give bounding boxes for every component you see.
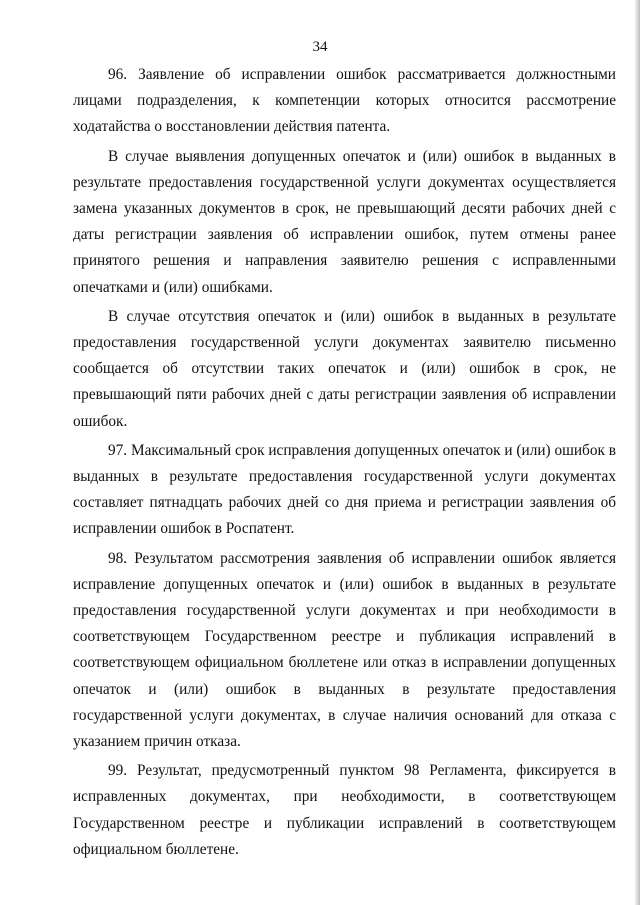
document-body (73, 62, 616, 863)
page-number: 34 (312, 39, 328, 55)
paragraph-no-errors-case: В случае отсутствия опечаток и (или) ошибок в выданных в результате предоставления государственной услуги документах заявителю письменно сообщается об отсутствии таких опечаток и (или) ошибок в срок, не превышающий пяти рабочих дней с даты регистрации заявления об исправлении ошибок. (73, 307, 616, 430)
paragraph-98: 98. Результатом рассмотрения заявления об исправлении ошибок является исправление допущенных опечаток и (или) ошибок в выданных в результате предоставления государственной услуги документах и при необходимости в соответствующем Государственном реестре и публикация исправлений в соответствующем официальном бюллетене или отказ в исправлении допущенных опечаток и (или) ошибок в выданных в результате предоставления государственной услуги документах, в случае наличия оснований для отказа с указанием причин отказа. (73, 549, 616, 751)
scan-edge-shadow (634, 0, 640, 905)
paragraph-96: 96. Заявление об исправлении ошибок рассматривается должностными лицами подразделения, к компетенции которых относится рассмотрение ходатайства о восстановлении действия патента. (73, 66, 616, 136)
paragraph-correction-case: В случае выявления допущенных опечаток и (или) ошибок в выданных в результате предоставления государственной услуги документах осуществляется замена указанных документов в срок, не превышающий десяти рабочих дней с даты регистрации заявления об исправлении ошибок, путем отмены ранее принятого решения и направления заявителю решения с исправленными опечатками и (или) ошибками. (73, 147, 616, 296)
paragraph-97: 97. Максимальный срок исправления допущенных опечаток и (или) ошибок в выданных в результате предоставления государственной услуги документах составляет пятнадцать рабочих дней со дня приема и регистрации заявления об исправлении ошибок в Роспатент. (73, 441, 616, 538)
paragraph-99: 99. Результат, предусмотренный пунктом 98 Регламента, фиксируется в исправленных документах, при необходимости, в соответствующем Государственном реестре и публикации исправлений в соответствующем официальном бюллетене. (73, 762, 616, 858)
